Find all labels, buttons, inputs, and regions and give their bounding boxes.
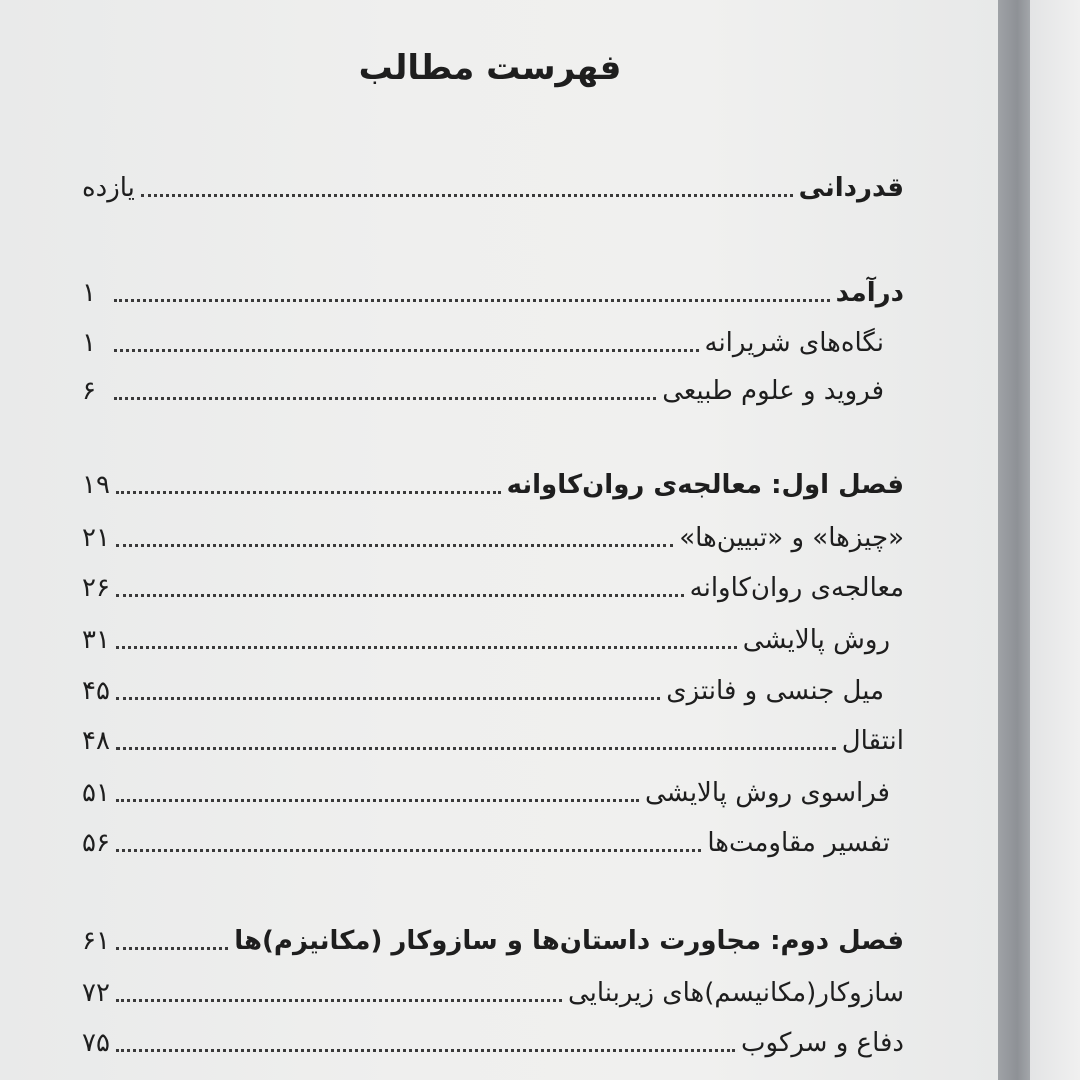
toc-entry-label: فروید و علوم طبیعی bbox=[662, 376, 884, 406]
toc-entry-label: نگاه‌های شریرانه bbox=[704, 328, 884, 358]
toc-entry-page-number: ۳۱ bbox=[82, 625, 110, 655]
dot-leader bbox=[114, 349, 699, 352]
toc-entry-page-number: ۲۶ bbox=[82, 573, 110, 603]
toc-entry-label: انتقال bbox=[841, 726, 904, 756]
book-gutter bbox=[998, 0, 1030, 1080]
dot-leader bbox=[116, 594, 684, 597]
toc-entry-page-number: ۵۶ bbox=[82, 828, 110, 858]
toc-entry-page-number: یازده bbox=[82, 173, 135, 203]
toc-entry bbox=[82, 617, 904, 657]
next-page-edge bbox=[1030, 0, 1080, 1080]
toc-entry-label: درآمد bbox=[835, 278, 904, 308]
toc-entry-page-number: ۷۵ bbox=[82, 1028, 110, 1058]
toc-entry-label: فراسوی روش پالایشی bbox=[644, 778, 890, 808]
toc-entry bbox=[82, 1020, 904, 1060]
toc-entry-label: دفاع و سرکوب bbox=[741, 1028, 904, 1058]
dot-leader bbox=[116, 849, 701, 852]
toc-entry-page-number: ۴۵ bbox=[82, 676, 110, 706]
toc-entry-page-number: ۲۱ bbox=[82, 523, 110, 553]
toc-entry bbox=[82, 565, 904, 605]
toc-entry-label: فصل دوم: مجاورت داستان‌ها و سازوکار (مکانیزم)ها bbox=[234, 926, 904, 956]
toc-entry-label: سازوکار(مکانیسم)های زیربنایی bbox=[567, 978, 904, 1008]
dot-leader bbox=[116, 947, 228, 950]
toc-entry bbox=[82, 970, 904, 1010]
dot-leader bbox=[141, 194, 793, 197]
dot-leader bbox=[114, 397, 656, 400]
toc-entry bbox=[82, 515, 904, 555]
toc-entry bbox=[82, 770, 904, 810]
dot-leader bbox=[116, 646, 737, 649]
dot-leader bbox=[116, 799, 639, 802]
page-title: فهرست مطالب bbox=[358, 48, 622, 88]
toc-entry bbox=[82, 368, 904, 408]
dot-leader bbox=[116, 491, 501, 494]
toc-entry bbox=[82, 918, 904, 958]
toc-entry bbox=[82, 718, 904, 758]
toc-entry-label: میل جنسی و فانتزی bbox=[666, 676, 884, 706]
toc-entry-page-number: ۶ bbox=[82, 376, 96, 406]
toc-entry bbox=[82, 462, 904, 502]
toc-entry-page-number: ۴۸ bbox=[82, 726, 110, 756]
toc-entry-label: «چیزها» و «تبیین‌ها» bbox=[679, 523, 904, 553]
toc-entry-page-number: ۱ bbox=[82, 328, 96, 358]
toc-entry bbox=[82, 270, 904, 310]
toc-entry-label: قدردانی bbox=[798, 173, 904, 203]
toc-entry-label: تفسیر مقاومت‌ها bbox=[707, 828, 890, 858]
toc-entry-page-number: ۱ bbox=[82, 278, 96, 308]
dot-leader bbox=[116, 697, 660, 700]
toc-entry-page-number: ۵۱ bbox=[82, 778, 110, 808]
toc-entry-page-number: ۷۲ bbox=[82, 978, 110, 1008]
toc-entry-page-number: ۱۹ bbox=[82, 470, 110, 500]
toc-entry-label: روش پالایشی bbox=[742, 625, 890, 655]
dot-leader bbox=[116, 747, 836, 750]
toc-entry bbox=[82, 668, 904, 708]
toc-entry-label: معالجه‌ی روان‌کاوانه bbox=[689, 573, 904, 603]
dot-leader bbox=[116, 999, 562, 1002]
dot-leader bbox=[116, 1049, 735, 1052]
toc-entry-label: فصل اول: معالجه‌ی روان‌کاوانه bbox=[506, 470, 904, 500]
toc-entry bbox=[82, 320, 904, 360]
toc-entry bbox=[82, 820, 904, 860]
toc-entry bbox=[82, 165, 904, 205]
dot-leader bbox=[114, 299, 830, 302]
toc-entry-page-number: ۶۱ bbox=[82, 926, 110, 956]
dot-leader bbox=[116, 544, 673, 547]
